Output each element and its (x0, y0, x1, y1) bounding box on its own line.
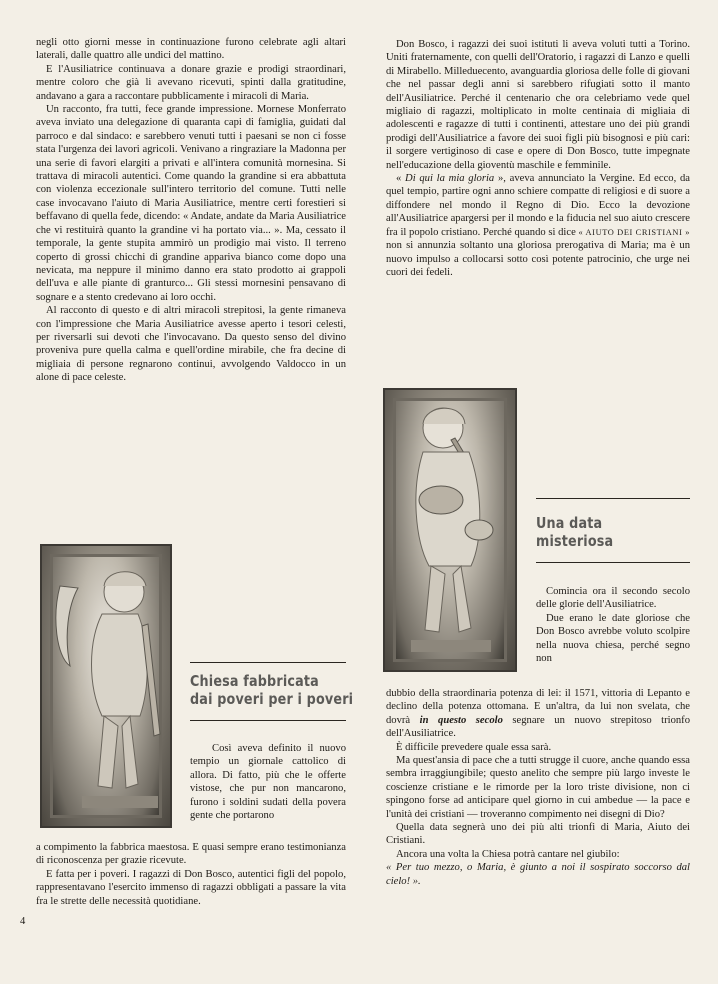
paragraph: Ancora una volta la Chiesa potrà cantare nel giubilo: (396, 848, 620, 860)
paragraph: Al racconto di questo e di altri miracoli strepitosi, la gente rimaneva con l'impressione che Maria Ausiliatrice avesse aperto i tesori celesti, per riversarli sui devoti che l'invocavano. Da questo senso del divino proveniva pure quella calma e quell'ordine mirabile, che fra decine di migliaia di persone regnarono continui, avvolgendo Valdocco in un alone di pace celeste. (36, 305, 346, 384)
paragraph: È difficile prevedere quale essa sarà. (396, 741, 552, 753)
headline-rule-top (536, 498, 690, 499)
paragraph: a compimento la fabbrica maestosa. E quasi sempre erano testimonianza di riconoscenza per grazie ricevute. (36, 842, 346, 867)
cherub-figure-icon (42, 546, 170, 826)
headline-rule-bottom (190, 720, 346, 721)
left-column (36, 36, 346, 385)
paragraph: E fatta per i poveri. I ragazzi di Don Bosco, autentici figli del popolo, rappresentavano l'esercito immenso di ragazzi obbligati a passare la vita fra le strette delle necessità quotidiane. (36, 868, 346, 907)
paragraph: Quella data segnerà uno dei più alti trionfi di Maria, Aiuto dei Cristiani. (386, 822, 690, 847)
right-relief-image (383, 388, 517, 672)
section-headline: Chiesa fabbricata dai poveri per i poveri (190, 672, 354, 708)
headline-rule-bottom (536, 562, 690, 563)
paragraph: dubbio della straordinaria potenza di lei: il 1571, vittoria di Lepanto e declino della potenza ottomana. E un'altra, da lui non svelata, che dovrà in questo secolo segnare un nuovo strepitoso trionfo dell'Ausiliatrice. (386, 688, 690, 740)
left-relief-image (40, 544, 172, 828)
paragraph: Ma quest'ansia di pace che a tutti strugge il cuore, anche quando essa sembra irraggiungibile; questo anelito che sempre più largo investe le coscienze cristiane e le rimorde per la loro triste divisione, non ci spingono forse ad anticipare quel giorno in cui ambedue — la pace e l'unità dei cristiani — troveranno compimento nei disegni di Dio? (386, 755, 690, 820)
left-column-continuation (36, 841, 346, 908)
right-column-continuation (386, 687, 690, 888)
page-number: 4 (20, 916, 26, 927)
paragraph: E l'Ausiliatrice continuava a donare grazie e prodigi straordinari, mentre coloro che già li avevano ricevuti, spinti dalla gratitudine, andavano a gara a raccontare pubblicamente i miracoli di Maria. (36, 63, 346, 102)
box-left-body (190, 742, 346, 822)
paragraph: Un racconto, fra tutti, fece grande impressione. Mornese Monferrato aveva inviato una delegazione di quaranta capi di famiglia, guidati dal parroco e dal sindaco: e sarebbero venuti tutti i paesani se non ci fosse stata l'urgenza dei lavori agricoli. Venivano a ringraziare la Madonna per una serie di favori elargiti a privati e all'intera comunità mornesina. Si trattava di miracoli autentici. Come quando la grandine si era abbattuta con violenza eccezionale sull'intero territorio del comune. Tutti nelle case invocavano l'aiuto di Maria Ausiliatrice, mentre certi forestieri si beffavano di quella fede, dicendo: « Andate, andate da Maria Ausiliatrice che vi restituirà quanto la grandine vi ha portato via... ». Ma, cessato il temporale, la gente stupita ammirò un prodigio mai visto. Il terreno coperto di grossi chicchi di grandine appariva bianco come dopo una nevicata, ma neppure il minimo danno era stato prodotto ai grappoli dell'uva e alle piante di granturco... Gli stessi mornesini pensavano di sognare e a stento credevano ai loro occhi. (36, 104, 346, 303)
headline-rule-top (190, 662, 346, 663)
closing-quote: « Per tuo mezzo, o Maria, è giunto a noi il sospirato soccorso dal cielo! ». (386, 862, 690, 887)
quote-paragraph: « Di qui la mia gloria », aveva annunciato la Vergine. Ed ecco, da quel tempio, partire ogni anno schiere compatte di religiosi e di suore a diffondere nel mondo il Regno di Dio. Ecco la devozione all'Ausiliatrice apargersi per il mondo e la fiducia nel suo aiuto crescere fra il popolo cristiano. Perché quando si dice « AIUTO DEI CRISTIANI » non si annunzia soltanto una gloriosa prerogativa di Maria; ma è un nuovo impulso a collocarsi sotto così potente patrocinio, che urge nei cuori dei fedeli. (386, 173, 690, 278)
paragraph: Comincia ora il secondo secolo delle glorie dell'Ausiliatrice. (536, 586, 690, 611)
section-headline: Una data misteriosa (536, 514, 614, 550)
cherub-piper-figure-icon (385, 390, 515, 670)
paragraph: Don Bosco, i ragazzi dei suoi istituti li aveva voluti tutti a Torino. Uniti fraternamente, con quelli dell'Oratorio, i ragazzi di Lanzo e quelli di Mirabello. Milleduecento, avanguardia gloriosa delle folle di giovani che nel passar degli anni si sarebbero rifugiati sotto il manto dell'Ausiliatrice. Perché il centenario che ora celebriamo vede quel migliaio di ragazzi, moltiplicato in molte centinaia di migliaia di adolescenti e ragazze di tutti i continenti, attestare uno dei più grandi prodigi dell'Ausiliatrice a favore dei suoi figli più bisognosi e più cari: il sorgere vertiginoso di case e opere di Don Bosco, tutte impegnate nell'educazione della gioventù maschile e femminile. (386, 39, 690, 171)
paragraph: negli otto giorni messe in continuazione furono celebrate agli altari laterali, dalle quattro alle undici del mattino. (36, 37, 346, 62)
right-column (386, 38, 690, 279)
paragraph: Due erano le date gloriose che Don Bosco avrebbe voluto scolpire nella nuova chiesa, perché segno non (536, 612, 690, 665)
paragraph: Così aveva definito il nuovo tempio un giornale cattolico di allora. Di fatto, più che le offerte vistose, che pur non mancarono, furono i soldini sudati della povera gente che portarono (190, 743, 346, 822)
box-right-body (536, 585, 690, 665)
